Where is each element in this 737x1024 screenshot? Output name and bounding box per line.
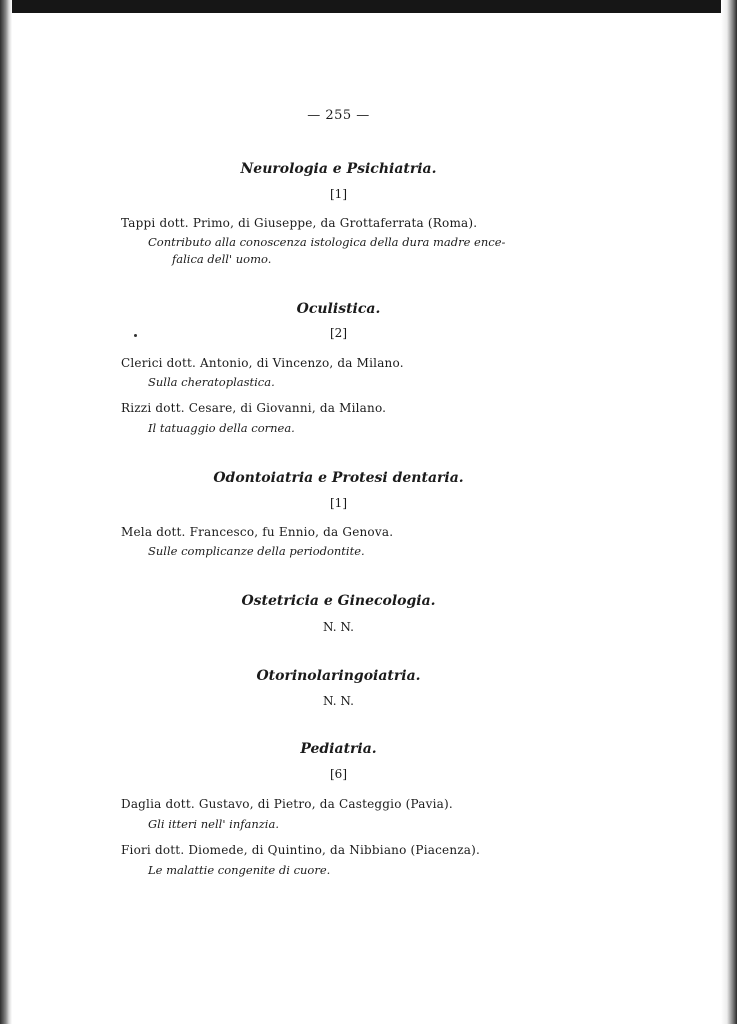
entry-title-tappi: Contributo alla conoscenza istologica della dura madre ence- [148,235,506,249]
entry-name-daglia: Daglia dott. Gustavo, di Pietro, da Casteggio (Pavia). [121,797,453,811]
page-number: — 255 — [307,108,370,123]
section-title-ostetricia: Ostetricia e Ginecologia. [241,593,436,609]
section-count-oculistica: [2] [330,326,347,340]
section-title-oculistica: Oculistica. [296,301,381,317]
scan-right-edge [721,0,737,1024]
entry-title-clerici: Sulla cheratoplastica. [148,375,275,389]
entry-title-tappi-cont: falica dell' uomo. [172,252,272,266]
entry-name-rizzi: Rizzi dott. Cesare, di Giovanni, da Milano. [121,401,387,415]
section-count-ostetricia: N. N. [323,620,354,634]
section-title-otorinolaringoiatria: Otorinolaringoiatria. [256,668,421,684]
section-count-otorinolaringoiatria: N. N. [323,694,354,708]
entry-title-rizzi: Il tatuaggio della cornea. [148,421,295,435]
scan-left-edge [0,0,12,1024]
entry-title-fiori: Le malattie congenite di cuore. [148,863,331,877]
entry-name-fiori: Fiori dott. Diomede, di Quintino, da Nibbiano (Piacenza). [121,843,481,857]
entry-name-tappi: Tappi dott. Primo, di Giuseppe, da Grottaferrata (Roma). [121,216,478,230]
entry-name-clerici: Clerici dott. Antonio, di Vincenzo, da Milano. [121,356,404,370]
section-title-neurologia: Neurologia e Psichiatria. [240,161,437,177]
section-title-pediatria: Pediatria. [300,741,377,757]
section-count-neurologia: [1] [330,187,347,201]
entry-title-daglia: Gli itteri nell' infanzia. [148,817,279,831]
entry-name-mela: Mela dott. Francesco, fu Ennio, da Genova. [121,525,394,539]
entry-title-mela: Sulle complicanze della periodontite. [148,544,365,558]
section-title-odontoiatria: Odontoiatria e Protesi dentaria. [213,470,464,486]
scan-top-border [0,0,737,13]
section-count-odontoiatria: [1] [330,496,347,510]
section-count-pediatria: [6] [330,767,347,781]
